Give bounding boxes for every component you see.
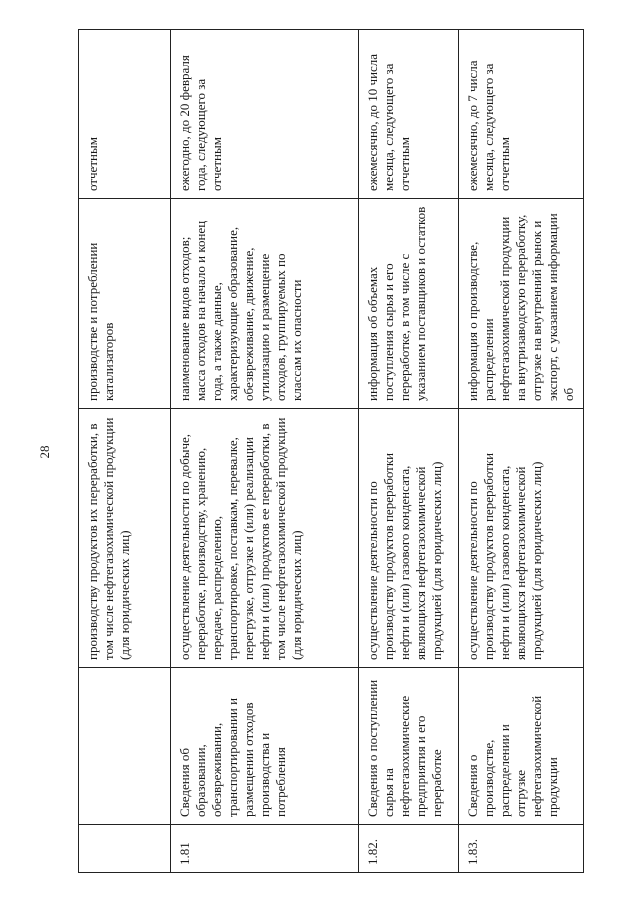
table-row (171, 30, 359, 873)
page-number: 28 (37, 445, 52, 459)
report-name: Сведения о производстве, распределении и отгрузке нефтегазохимической продукции (459, 668, 584, 825)
report-name: Сведения о поступлении сырья на нефтегазохимические предприятия и его переработке (359, 668, 459, 825)
report-name: Сведения об образовании, обезвреживании, транспортировании и размещении отходов производства и потребления (171, 668, 359, 825)
reporting-entities: осуществление деятельности по производству продуктов переработки нефти и (или) газового конденсата, являющихся нефтегазохимической продукцией (для юридических лиц) (359, 409, 459, 668)
report-name (79, 668, 171, 825)
report-period: ежемесячно, до 7 числа месяца, следующего за отчетным (459, 30, 584, 199)
row-number: 1.82. (359, 825, 459, 873)
table-row (459, 30, 584, 873)
report-content: информация об объемах поступления сырья и его переработке, в том числе с указанием поставщиков и остатков (359, 199, 459, 409)
report-content: наименование видов отходов; масса отходов на начало и конец года, а также данные, характеризующие образование, обезвреживание, движение, утилизацию и размещение отходов, группируемых по классам их опасности (171, 199, 359, 409)
report-period: ежемесячно, до 10 числа месяца, следующего за отчетным (359, 30, 459, 199)
reporting-entities: производству продуктов их переработки, в том числе нефтегазохимической продукции (для юридических лиц) (79, 409, 171, 668)
row-number (79, 825, 171, 873)
table-row (359, 30, 459, 873)
row-number: 1.81 (171, 825, 359, 873)
report-content: информация о производстве, распределении нефтегазохимической продукции на внутризаводскую переработку, отгрузке на внутренний рынок и экспорт, с указанием информации об (459, 199, 584, 409)
report-period: отчетным (79, 30, 171, 199)
report-content: производстве и потреблении катализаторов (79, 199, 171, 409)
table-row (79, 30, 171, 873)
rotated-page-content (78, 30, 578, 873)
report-period: ежегодно, до 20 февраля года, следующего за отчетным (171, 30, 359, 199)
reporting-entities: осуществление деятельности по добыче, переработке, производству, хранению, передаче, распределению, транспортировке, поставкам, перевалке, перегрузке, отгрузке и (или) реализации нефти и (или) продуктов ее переработки, в том числе нефтегазохимической продукции (для юридических лиц) (171, 409, 359, 668)
reporting-entities: осуществление деятельности по производству продуктов переработки нефти и (или) газового конденсата, являющихся нефтегазохимической продукцией (для юридических лиц) (459, 409, 584, 668)
reporting-table (78, 29, 584, 873)
row-number: 1.83. (459, 825, 584, 873)
